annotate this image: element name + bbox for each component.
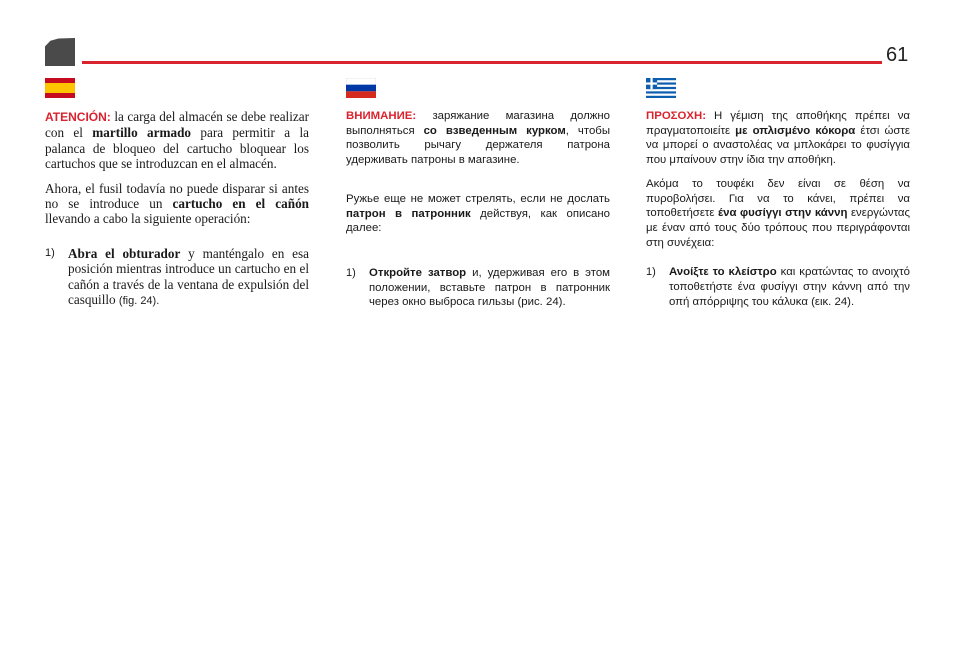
warning-paragraph: ΠΡΟΣΟΧΗ: Η γέμιση της αποθήκης πρέπει να πραγματοποιείτε με οπλισμένο κόκορα έτσι ώστε να μπορεί ο αναστολέας να μπλοκάρει το φυσίγγια που μπαίνουν στην ίδια την αποθήκη. bbox=[646, 110, 910, 167]
warning-paragraph: ВНИМАНИЕ: заряжание магазина должно выполняться со взведенным курком, чтобы позволить рычагу держателя патрона удерживать патроны в магазине. bbox=[346, 110, 611, 167]
step-number: 1) bbox=[45, 246, 55, 259]
step-text: Abra el obturador y manténgalo en esa posición mientras introduce un cartucho en el cañón a través de la ventana de expulsión del casquillo (fig. 24). bbox=[68, 245, 309, 308]
column-russian bbox=[346, 78, 610, 310]
step-item bbox=[45, 246, 309, 310]
brand-logo-block bbox=[45, 38, 75, 66]
column-spanish bbox=[45, 78, 309, 309]
step-text: Откройте затвор и, удерживая его в этом положении, вставьте патрон в патронник через окно выброса гильзы (рис. 24). bbox=[369, 266, 610, 309]
body-paragraph: Ружье еще не может стрелять, если не дослать патрон в патронник действуя, как описано далее: bbox=[346, 192, 611, 235]
spain-flag-icon bbox=[45, 78, 75, 98]
warning-label: ВНИМАНИЕ: bbox=[346, 110, 417, 122]
step-number: 1) bbox=[346, 266, 356, 279]
warning-paragraph: ATENCIÓN: la carga del almacén se debe realizar con el martillo armado para permitir a la palanca de bloqueo del cartucho bloquear los cartuchos que se introduzcan en el almacén. bbox=[45, 109, 309, 172]
body-paragraph: Ahora, el fusil todavía no puede disparar si antes no se introduce un cartucho en el cañón llevando a cabo la siguiente operación: bbox=[45, 180, 309, 227]
warning-label: ATENCIÓN: bbox=[45, 110, 111, 124]
greece-flag-icon bbox=[646, 78, 676, 98]
russia-flag-icon bbox=[346, 78, 376, 98]
step-number: 1) bbox=[646, 266, 656, 279]
step-item bbox=[646, 265, 910, 309]
header-rule bbox=[82, 61, 882, 64]
step-item bbox=[346, 266, 610, 310]
warning-label: ΠΡΟΣΟΧΗ: bbox=[646, 110, 706, 122]
column-greek bbox=[646, 78, 910, 309]
step-text: Ανοίξτε το κλείστρο και κρατώντας το ανοιχτό τοποθετήστε ένα φυσίγγι στην κάννη από την οπή απόρριψης του κάλυκα (εικ. 24). bbox=[669, 266, 910, 308]
body-paragraph: Ακόμα το τουφέκι δεν είναι σε θέση να πυροβολήσει. Για να το κάνει, πρέπει να τοποθετήσετε ένα φυσίγγι στην κάννη ενεργώντας με έναν από τους δύο τρόπους που περιγράφονται στη συνέχεια: bbox=[646, 177, 910, 249]
page-number: 61 bbox=[886, 44, 909, 66]
